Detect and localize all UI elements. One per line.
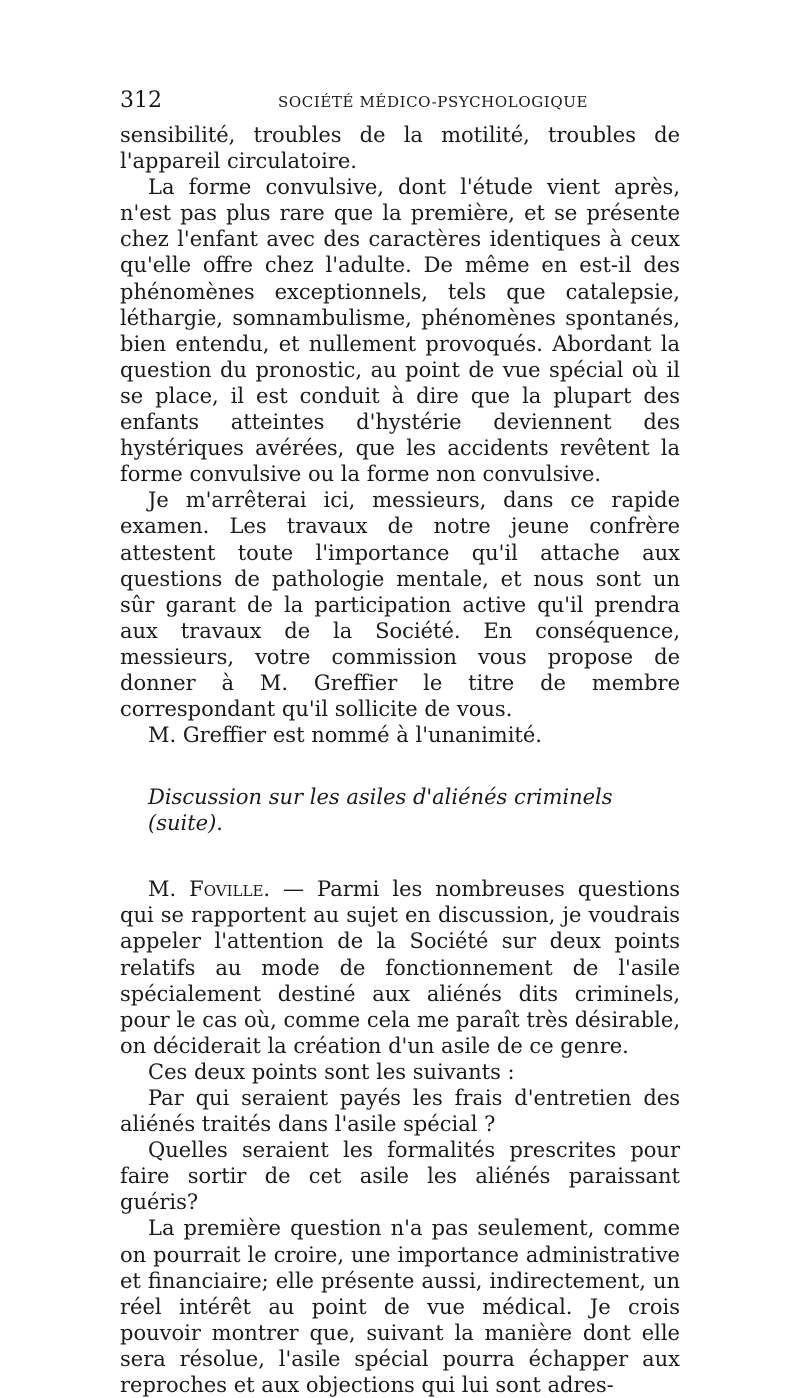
book-page xyxy=(120,88,680,1398)
speaker-prefix: M. xyxy=(148,877,190,902)
body-text-after xyxy=(120,876,680,1398)
speaker-paragraph xyxy=(120,876,680,1059)
paragraph: sensibilité, troubles de la motilité, troubles de l'appareil circulatoire. xyxy=(120,123,680,174)
paragraph: La première question n'a pas seulement, comme on pourrait le croire, une importance administrative et financiaire; elle présente aussi, indirectement, un réel intérêt au point de vue médical. Je crois pouvoir montrer que, suivant la manière dont elle sera résolue, l'asile spécial pourra échapper aux reproches et aux objections qui lui sont adres- xyxy=(120,1216,680,1398)
paragraph: Quelles seraient les formalités prescrites pour faire sortir de cet asile les aliénés paraissant guéris? xyxy=(120,1138,680,1215)
running-head xyxy=(120,88,680,122)
running-title: SOCIÉTÉ MÉDICO-PSYCHOLOGIQUE xyxy=(278,93,589,111)
paragraph: Je m'arrêterai ici, messieurs, dans ce rapide examen. Les travaux de notre jeune confrère attestent toute l'importance qu'il attache aux questions de pathologie mentale, et nous sont un sûr garant de la participation active qu'il prendra aux travaux de la Société. En conséquence, messieurs, votre commission vous propose de donner à M. Greffier le titre de membre correspondant qu'il sollicite de vous. xyxy=(120,488,680,722)
speaker-text: — Parmi les nombreuses questions qui se rapportent au sujet en discussion, je voudrais appeler l'attention de la Société sur deux points relatifs au mode de fonctionnement de l'asile spécialement destiné aux aliénés dits criminels, pour le cas où, comme cela me paraît très désirable, on déciderait la création d'un asile de ce genre. xyxy=(120,877,680,1058)
speaker-name: Foville. xyxy=(189,877,271,902)
paragraph: La forme convulsive, dont l'étude vient après, n'est pas plus rare que la première, et se présente chez l'enfant avec des caractères identiques à ceux qu'elle offre chez l'adulte. De même en est-il des phénomènes exceptionnels, tels que catalepsie, léthargie, somnambulisme, phénomènes spontanés, bien entendu, et nullement provoqués. Abordant la question du pronostic, au point de vue spécial où il se place, il est conduit à dire que la plupart des enfants atteintes d'hystérie deviennent des hystériques avérées, que les accidents revêtent la forme convulsive ou la forme non convulsive. xyxy=(120,175,680,487)
paragraph: Par qui seraient payés les frais d'entretien des aliénés traités dans l'asile spécial ? xyxy=(120,1086,680,1137)
section-title: Discussion sur les asiles d'aliénés criminels (suite). xyxy=(148,785,613,836)
body-text-before xyxy=(120,122,680,748)
page-number: 312 xyxy=(120,88,162,113)
paragraph: M. Greffier est nommé à l'unanimité. xyxy=(148,723,542,748)
paragraph: Ces deux points sont les suivants : xyxy=(148,1059,515,1084)
